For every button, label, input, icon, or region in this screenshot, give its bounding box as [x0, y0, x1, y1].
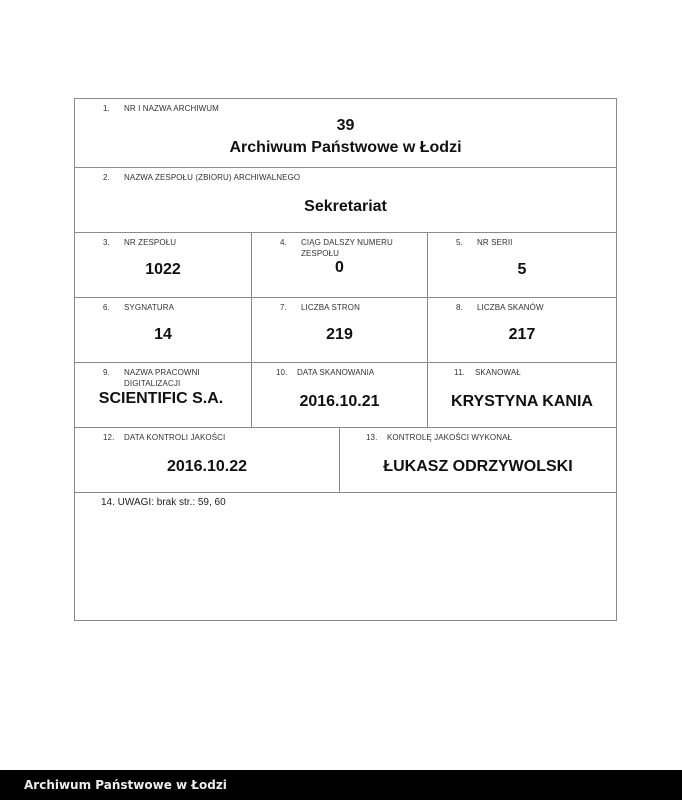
field-fonds-continuation: 4. CIĄG DALSZY NUMERU ZESPOŁU 0	[251, 233, 427, 297]
archive-number: 39	[336, 117, 355, 134]
digitization-lab-value: SCIENTIFIC S.A.	[98, 390, 224, 407]
row-numbers	[75, 233, 616, 298]
row-remarks	[75, 493, 616, 620]
row-fonds-name	[75, 168, 616, 233]
field-fonds-number: 3. NR ZESPOŁU 1022	[75, 233, 251, 297]
fonds-continuation-value: 0	[335, 259, 344, 276]
archive-metadata-form	[74, 98, 617, 621]
field-qc-by: 13. KONTROLĘ JAKOŚCI WYKONAŁ ŁUKASZ ODRZYWOLSKI	[339, 428, 616, 492]
row-quality-control	[75, 428, 616, 493]
field-series-number: 5. NR SERII 5	[427, 233, 616, 297]
scan-date-value: 2016.10.21	[299, 393, 380, 410]
qc-by-value: ŁUKASZ ODRZYWOLSKI	[383, 458, 573, 475]
field-archive: 1. NR I NAZWA ARCHIWUM 39 Archiwum Państwowe w Łodzi	[75, 99, 616, 167]
fonds-name-value: Sekretariat	[304, 198, 387, 215]
field-qc-date: 12. DATA KONTROLI JAKOŚCI 2016.10.22	[75, 428, 339, 492]
fonds-number-value: 1022	[145, 261, 181, 278]
scan-count-value: 217	[508, 326, 536, 343]
field-scan-date: 10. DATA SKANOWANIA 2016.10.21	[251, 363, 427, 427]
field-digitization-lab: 9. NAZWA PRACOWNI DIGITALIZACJI SCIENTIFIC S.A.	[75, 363, 251, 427]
qc-date-value: 2016.10.22	[166, 458, 248, 475]
field-page-count: 7. LICZBA STRON 219	[251, 298, 427, 362]
page-count-value: 219	[326, 326, 353, 343]
scanned-by-value: KRYSTYNA KANIA	[451, 393, 593, 410]
footer-archive-name: Archiwum Państwowe w Łodzi	[24, 778, 227, 792]
footer-bar	[0, 770, 682, 800]
row-archive	[75, 99, 616, 168]
field-scanned-by: 11. SKANOWAŁ KRYSTYNA KANIA	[427, 363, 616, 427]
remarks-text: 14. UWAGI: brak str.: 59, 60	[101, 497, 226, 508]
field-scan-count: 8. LICZBA SKANÓW 217	[427, 298, 616, 362]
field-fonds-name: 2. NAZWA ZESPOŁU (ZBIORU) ARCHIWALNEGO Sekretariat	[75, 168, 616, 232]
row-scanning	[75, 363, 616, 428]
row-counts	[75, 298, 616, 363]
series-number-value: 5	[517, 261, 527, 278]
field-signature: 6. SYGNATURA 14	[75, 298, 251, 362]
archive-name: Archiwum Państwowe w Łodzi	[229, 139, 462, 156]
signature-value: 14	[154, 326, 172, 343]
